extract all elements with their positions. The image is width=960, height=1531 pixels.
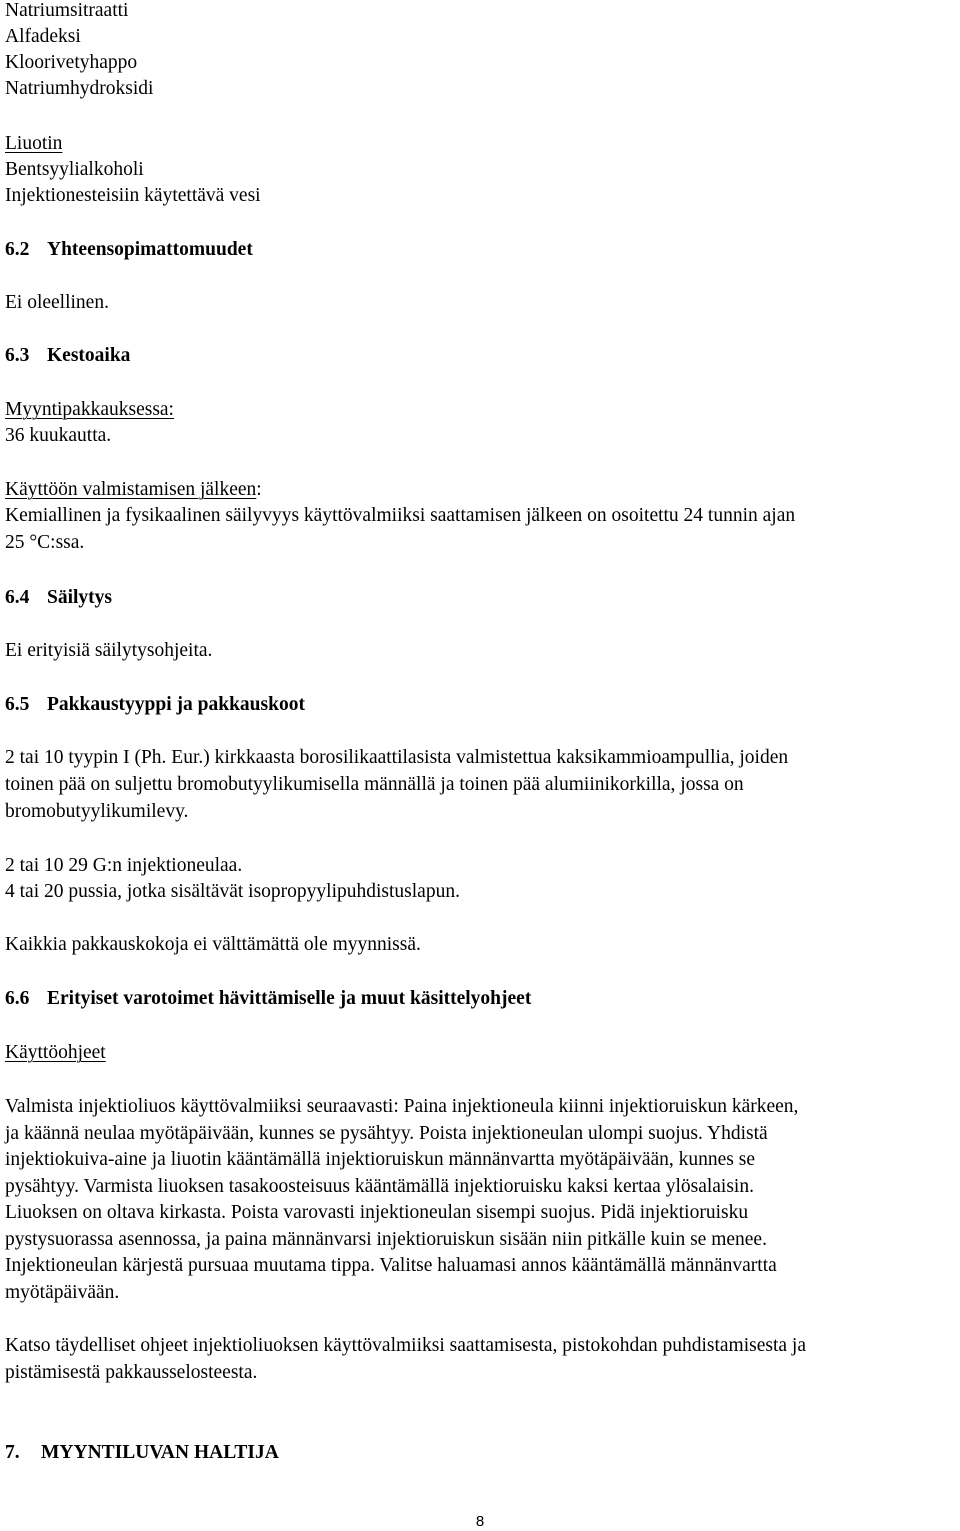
section-heading-6-5 (5, 692, 305, 718)
section-heading-6-3 (5, 343, 130, 369)
section-text: 2 tai 10 tyypin I (Ph. Eur.) kirkkaasta borosilikaattilasista valmistettua kaksikammioampullia, joiden (5, 747, 789, 768)
instruction-line: Valmista injektioliuos käyttövalmiiksi seuraavasti: Paina injektioneula kiinni injektioruiskun kärkeen, (5, 1096, 799, 1117)
section-title: Erityiset varotoimet hävittämiselle ja muut käsittelyohjeet (47, 988, 532, 1009)
instruction-line: ja käännä neulaa myötäpäivään, kunnes se pysähtyy. Poista injektioneulan ulompi suojus. Yhdistä (5, 1123, 768, 1144)
section-number: 6.6 (5, 988, 30, 1009)
excipient-item: Kloorivetyhappo (5, 52, 138, 73)
section-text: 4 tai 20 pussia, jotka sisältävät isopropyylipuhdistuslapun. (5, 881, 460, 902)
section-heading-7 (5, 1440, 279, 1466)
instruction-line: pysähtyy. Varmista liuoksen tasakoosteisuus kääntämällä injektioruisku kaksi kertaa ylösalaisin. (5, 1176, 754, 1197)
section-number: 6.3 (5, 345, 30, 366)
section-text: 25 °C:ssa. (5, 532, 85, 553)
section-text: 36 kuukautta. (5, 425, 112, 446)
solvent-item: Injektionesteisiin käytettävä vesi (5, 185, 261, 206)
section-title: Yhteensopimattomuudet (47, 239, 253, 260)
page-number: 8 (475, 1513, 485, 1530)
solvent-heading: Liuotin (5, 133, 63, 154)
instruction-line: injektiokuiva-aine ja liuotin kääntämällä injektioruiskun männänvartta myötäpäivään, kunnes se (5, 1149, 755, 1170)
section-title: Kestoaika (47, 345, 131, 366)
instruction-line: Injektioneulan kärjestä pursuaa muutama tippa. Valitse haluamasi annos kääntämällä männänvartta (5, 1255, 777, 1276)
solvent-item: Bentsyylialkoholi (5, 159, 144, 180)
subheading-colon: : (256, 479, 262, 500)
section-text: 2 tai 10 29 G:n injektioneulaa. (5, 855, 243, 876)
instruction-line: pystysuorassa asennossa, ja paina männänvarsi injektioruiskun sisään niin pitkälle kuin se menee. (5, 1229, 767, 1250)
instruction-line: myötäpäivään. (5, 1282, 120, 1303)
section-number: 6.4 (5, 587, 30, 608)
excipient-item: Natriumsitraatti (5, 0, 129, 21)
section-number: 6.2 (5, 239, 30, 260)
section-number: 7. (5, 1442, 20, 1463)
section-heading-6-2 (5, 237, 253, 263)
section-heading-6-4 (5, 585, 112, 611)
section-text: toinen pää on suljettu bromobutyylikumisella männällä ja toinen pää alumiinikorkilla, jossa on (5, 774, 744, 795)
excipient-item: Alfadeksi (5, 26, 81, 47)
instruction-line: Liuoksen on oltava kirkasta. Poista varovasti injektioneulan sisempi suojus. Pidä injektioruisku (5, 1202, 749, 1223)
section-title: Säilytys (47, 587, 113, 608)
section-number: 6.5 (5, 694, 30, 715)
section-title: MYYNTILUVAN HALTIJA (41, 1442, 279, 1463)
section-text: Ei oleellinen. (5, 292, 109, 313)
subheading-label: Käyttöön valmistamisen jälkeen (5, 479, 257, 500)
subheading-instructions: Käyttöohjeet (5, 1042, 106, 1063)
section-text: bromobutyylikumilevy. (5, 801, 189, 822)
subheading-sales-package: Myyntipakkauksessa: (5, 399, 174, 420)
section-text: Kemiallinen ja fysikaalinen säilyvyys käyttövalmiiksi saattamisen jälkeen on osoitettu 24 tunnin ajan (5, 505, 796, 526)
instruction-line: Katso täydelliset ohjeet injektioliuoksen käyttövalmiiksi saattamisesta, pistokohdan puhdistamisesta ja (5, 1335, 806, 1356)
instruction-line: pistämisestä pakkausselosteesta. (5, 1362, 258, 1383)
section-text: Ei erityisiä säilytysohjeita. (5, 640, 213, 661)
section-text: Kaikkia pakkauskokoja ei välttämättä ole myynnissä. (5, 934, 421, 955)
section-title: Pakkaustyyppi ja pakkauskoot (47, 694, 305, 715)
section-heading-6-6 (5, 986, 531, 1012)
subheading-after-reconstitution (5, 477, 262, 503)
excipient-item: Natriumhydroksidi (5, 78, 154, 99)
